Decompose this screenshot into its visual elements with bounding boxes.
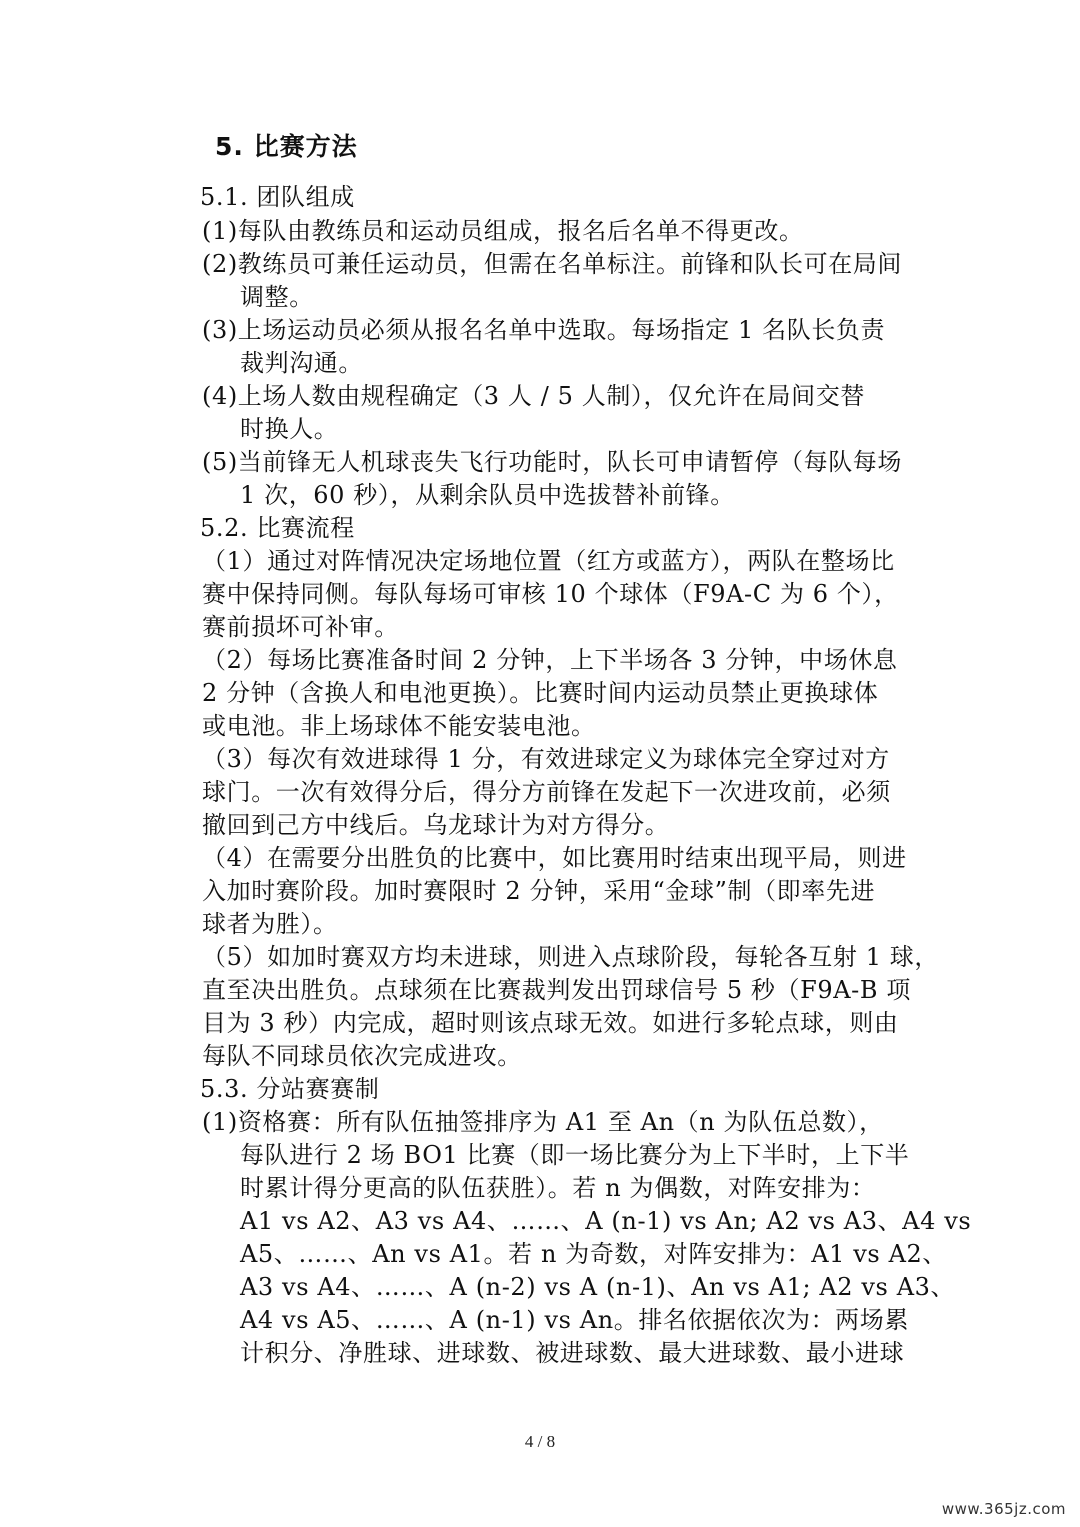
text-line: A1 vs A2、A3 vs A4、……、A (n-1) vs An; A2 vs A3、A4 vs [240, 1207, 972, 1235]
subsection-heading: 5.2. 比赛流程 [200, 514, 355, 542]
text-line: 目为 3 秒）内完成，超时则该点球无效。如进行多轮点球，则由 [202, 1009, 899, 1037]
text-line: 直至决出胜负。点球须在比赛裁判发出罚球信号 5 秒（F9A-B 项 [202, 976, 911, 1004]
text-line: （3）每次有效进球得 1 分，有效进球定义为球体完全穿过对方 [202, 745, 890, 773]
page-number: 4 / 8 [524, 1432, 556, 1451]
subsection-heading: 5.3. 分站赛赛制 [200, 1075, 380, 1103]
text-line: 2 分钟（含换人和电池更换）。比赛时间内运动员禁止更换球体 [202, 679, 879, 707]
subsection-heading: 5.1. 团队组成 [200, 183, 355, 211]
text-line: 球门。一次有效得分后，得分方前锋在发起下一次进攻前，必须 [202, 778, 891, 806]
text-line: 或电池。非上场球体不能安装电池。 [202, 712, 596, 740]
text-line: 入加时赛阶段。加时赛限时 2 分钟，采用“金球”制（即率先进 [202, 877, 876, 905]
text-line: (2)教练员可兼任运动员，但需在名单标注。前锋和队长可在局间 [202, 250, 902, 278]
text-line: (3)上场运动员必须从报名名单中选取。每场指定 1 名队长负责 [202, 316, 886, 344]
text-line: 时换人。 [240, 415, 339, 443]
text-line: （4）在需要分出胜负的比赛中，如比赛用时结束出现平局，则进 [202, 844, 907, 872]
text-line: (5)当前锋无人机球丧失飞行功能时，队长可申请暂停（每队每场 [202, 448, 902, 476]
section-title: 5. 比赛方法 [215, 132, 358, 161]
text-line: （2）每场比赛准备时间 2 分钟，上下半场各 3 分钟，中场休息 [202, 646, 898, 674]
text-line: 撤回到己方中线后。乌龙球计为对方得分。 [202, 811, 670, 839]
text-line: 每队不同球员依次完成进攻。 [202, 1042, 522, 1070]
text-line: 调整。 [240, 283, 314, 311]
text-line: 球者为胜）。 [202, 910, 338, 938]
text-line: 每队进行 2 场 BO1 比赛（即一场比赛分为上下半时，上下半 [240, 1141, 910, 1169]
text-line: 赛前损坏可补审。 [202, 613, 399, 641]
text-line: (4)上场人数由规程确定（3 人 / 5 人制），仅允许在局间交替 [202, 382, 865, 410]
text-line: 时累计得分更高的队伍获胜）。若 n 为偶数，对阵安排为： [240, 1174, 876, 1202]
text-line: 1 次，60 秒），从剩余队员中选拔替补前锋。 [240, 481, 735, 509]
text-line: A5、……、An vs A1。若 n 为奇数，对阵安排为：A1 vs A2、 [240, 1240, 947, 1268]
text-line: 裁判沟通。 [240, 349, 363, 377]
text-line: 计积分、净胜球、进球数、被进球数、最大进球数、最小进球 [240, 1339, 905, 1367]
watermark: www.365jz.com [941, 1500, 1066, 1518]
text-line: （5）如加时赛双方均未进球，则进入点球阶段，每轮各互射 1 球， [202, 943, 939, 971]
text-line: 赛中保持同侧。每队每场可审核 10 个球体（F9A-C 为 6 个）， [202, 580, 899, 608]
text-line: A3 vs A4、……、A (n-2) vs A (n-1)、An vs A1; A2 vs A3、 [240, 1273, 956, 1301]
text-line: （1）通过对阵情况决定场地位置（红方或蓝方），两队在整场比 [202, 547, 895, 575]
text-line: A4 vs A5、……、A (n-1) vs An。排名依据依次为：两场累 [240, 1306, 909, 1334]
text-line: (1)资格赛：所有队伍抽签排序为 A1 至 An（n 为队伍总数）， [202, 1108, 884, 1136]
text-line: (1)每队由教练员和运动员组成，报名后名单不得更改。 [202, 217, 804, 245]
